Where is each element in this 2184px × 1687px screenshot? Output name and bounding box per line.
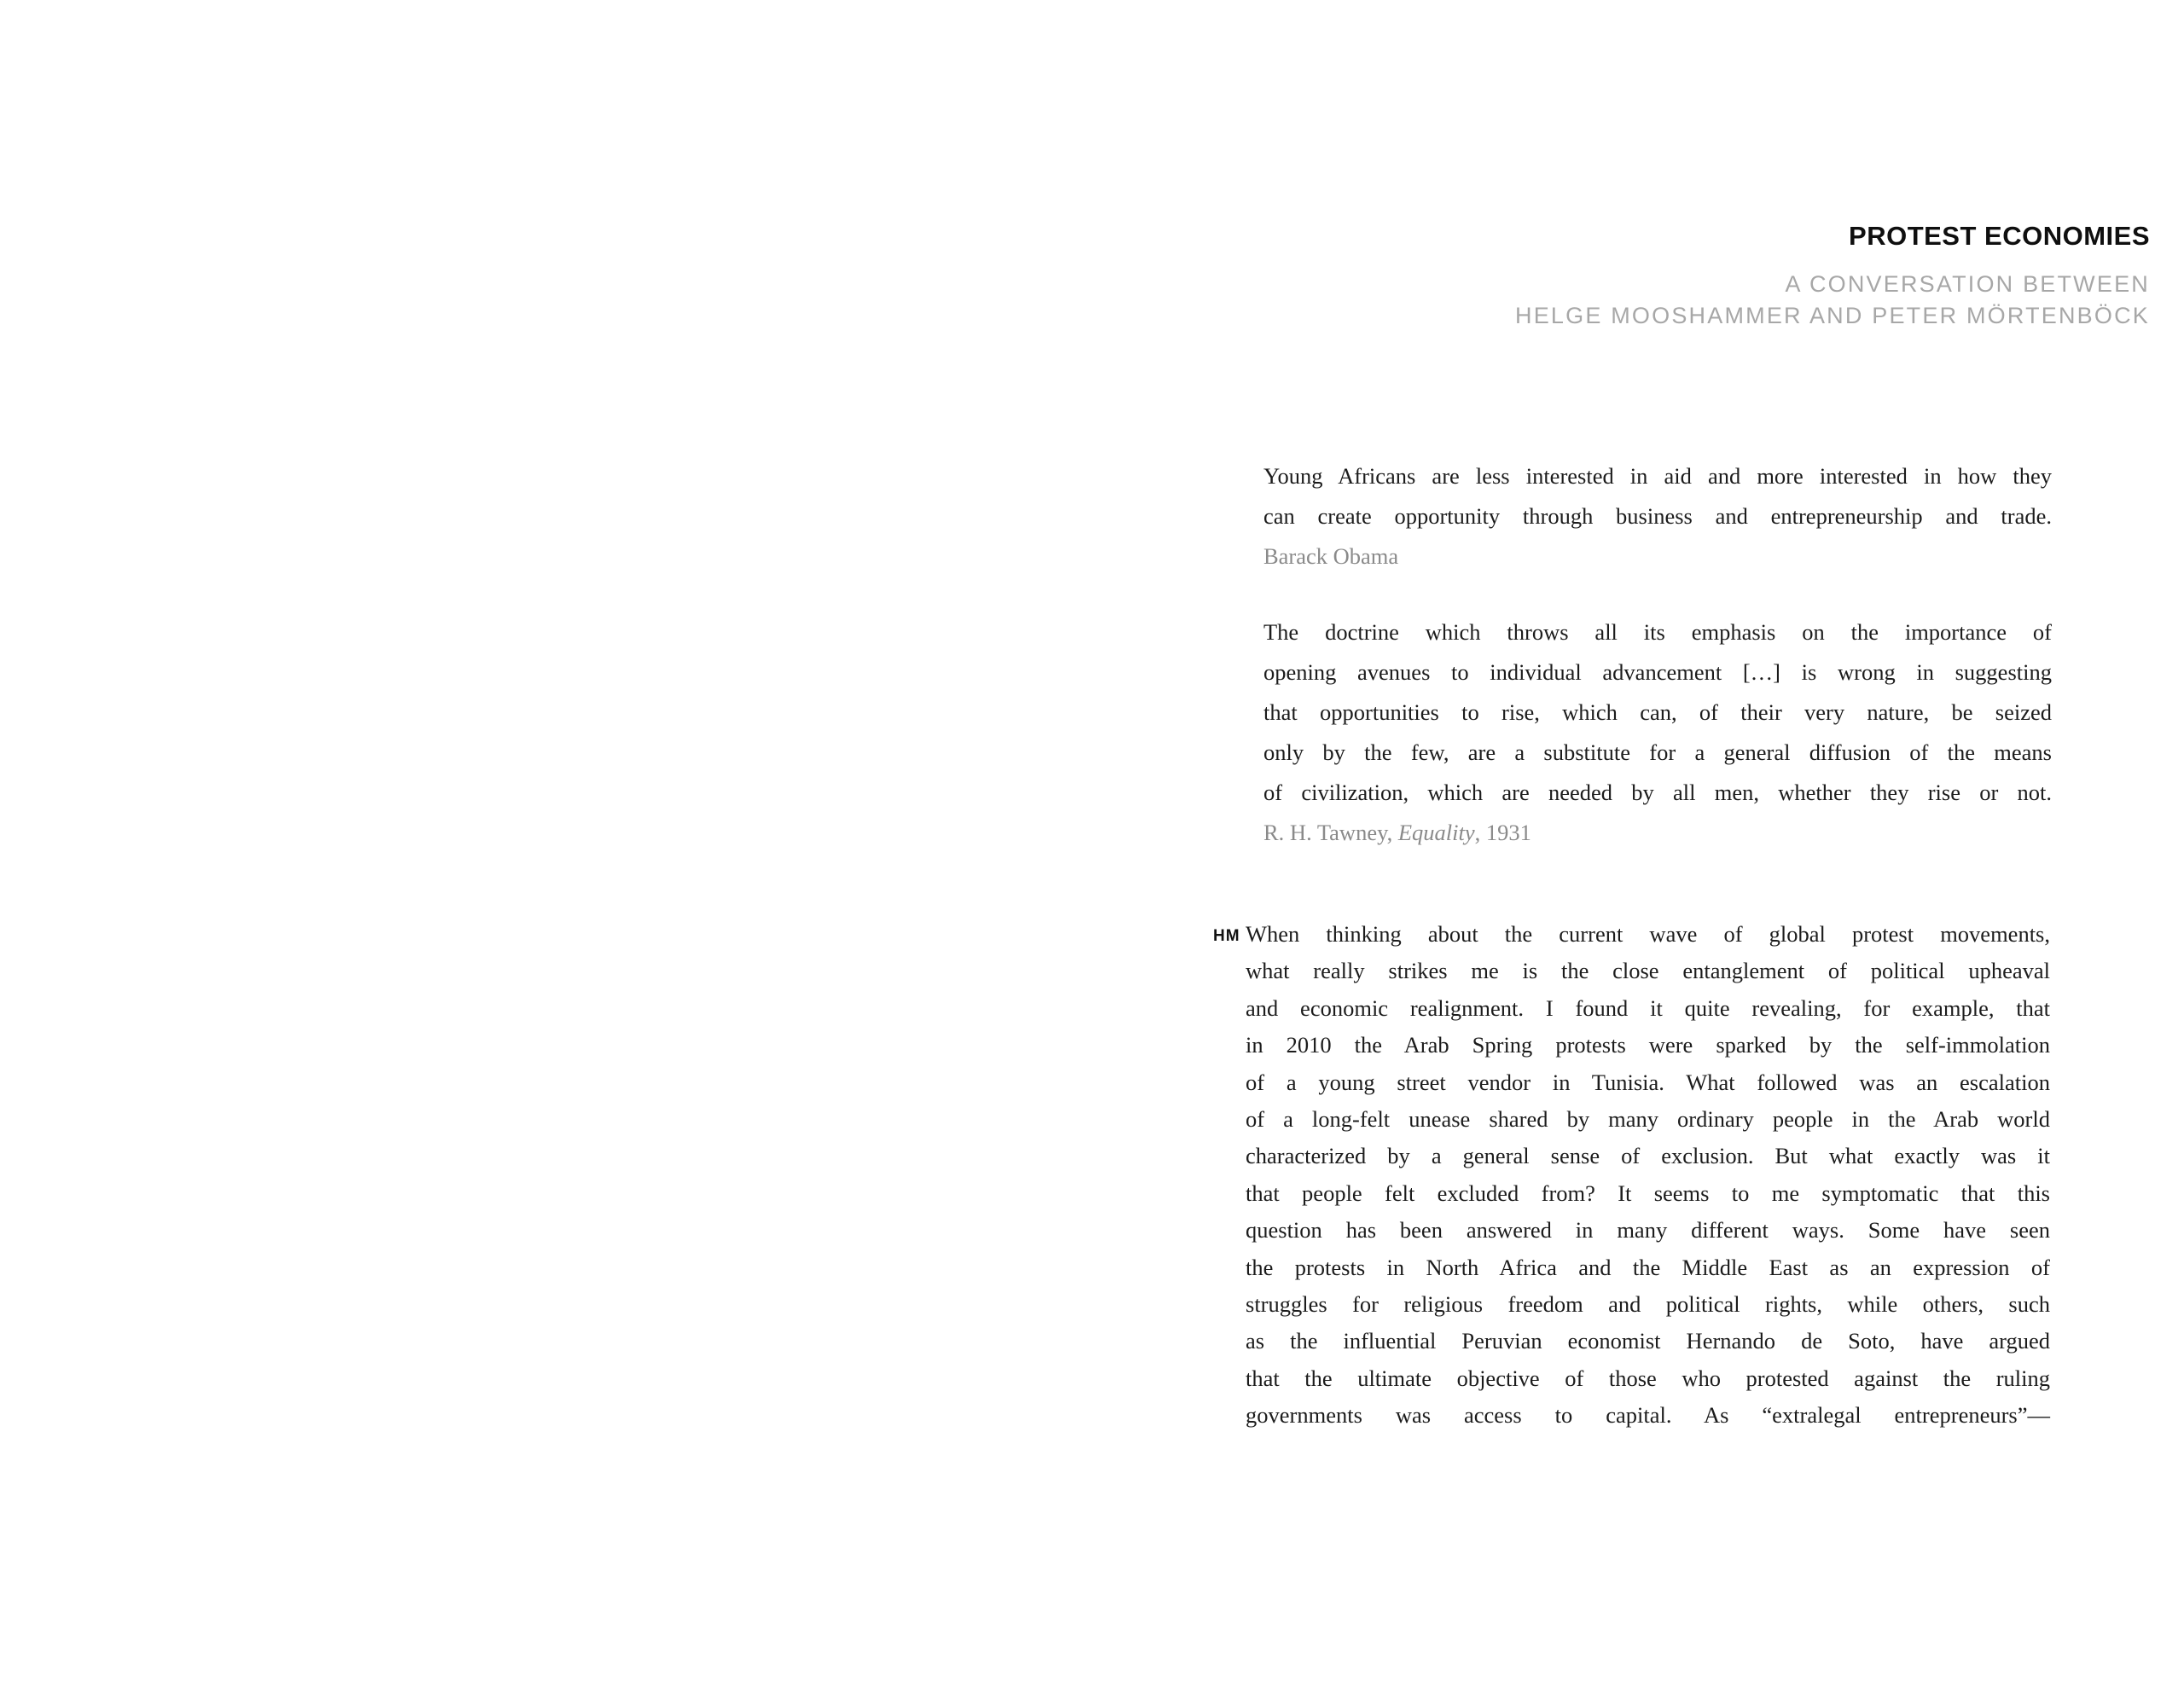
text-line: opening avenues to individual advancement […] is wrong in suggesting: [1263, 659, 2052, 685]
epigraph-attribution: Barack Obama: [1263, 543, 1399, 569]
text-line: question has been answered in many different ways. Some have seen: [1246, 1217, 2050, 1244]
text-line: When thinking about the current wave of global protest movements,: [1246, 921, 2050, 947]
chapter-title: PROTEST ECONOMIES: [1849, 221, 2150, 251]
text-line: only by the few, are a substitute for a general diffusion of the means: [1263, 739, 2052, 765]
text-line: that opportunities to rise, which can, of their very nature, be seized: [1263, 699, 2052, 725]
speaker-label-hm: HM: [1213, 927, 1240, 945]
text-line: of a long-felt unease shared by many ordinary people in the Arab world: [1246, 1106, 2050, 1133]
text-line: characterized by a general sense of exclusion. But what exactly was it: [1246, 1143, 2050, 1169]
text-line: that the ultimate objective of those who protested against the ruling: [1246, 1365, 2050, 1391]
text-line: Young Africans are less interested in aid and more interested in how they: [1263, 463, 2052, 489]
epigraph-obama: [1263, 456, 2052, 577]
attribution-author: R. H. Tawney,: [1263, 820, 1398, 845]
subtitle-line: A CONVERSATION BETWEEN: [1785, 271, 2150, 297]
text-line: governments was access to capital. As “extralegal entrepreneurs”—: [1246, 1402, 2050, 1429]
dialogue-paragraph: [1246, 916, 2050, 1435]
attribution-year: , 1931: [1474, 820, 1531, 845]
text-line: of a young street vendor in Tunisia. What followed was an escalation: [1246, 1069, 2050, 1095]
text-line: the protests in North Africa and the Middle East as an expression of: [1246, 1254, 2050, 1280]
text-line: The doctrine which throws all its emphasis on the importance of: [1263, 619, 2052, 645]
text-line: can create opportunity through business and entrepreneurship and trade.: [1263, 503, 2052, 529]
text-line: what really strikes me is the close entanglement of political upheaval: [1246, 958, 2050, 984]
epigraph-lines: [1263, 456, 2052, 536]
epigraph-tawney: [1263, 612, 2052, 853]
text-line: as the influential Peruvian economist Hernando de Soto, have argued: [1246, 1328, 2050, 1354]
subtitle-line: HELGE MOOSHAMMER AND PETER MÖRTENBÖCK: [1515, 303, 2150, 328]
chapter-subtitle: [1515, 269, 2150, 332]
text-line: of civilization, which are needed by all men, whether they rise or not.: [1263, 780, 2052, 805]
epigraph-lines: [1263, 612, 2052, 813]
text-line: struggles for religious freedom and political rights, while others, such: [1246, 1291, 2050, 1318]
epigraph-attribution: [1263, 813, 2052, 853]
chapter-header: [1515, 221, 2150, 332]
text-line: that people felt excluded from? It seems to me symptomatic that this: [1246, 1180, 2050, 1206]
text-line: and economic realignment. I found it quite revealing, for example, that: [1246, 994, 2050, 1021]
text-line: in 2010 the Arab Spring protests were sparked by the self-immolation: [1246, 1032, 2050, 1058]
attribution-work-title: Equality: [1397, 820, 1475, 845]
